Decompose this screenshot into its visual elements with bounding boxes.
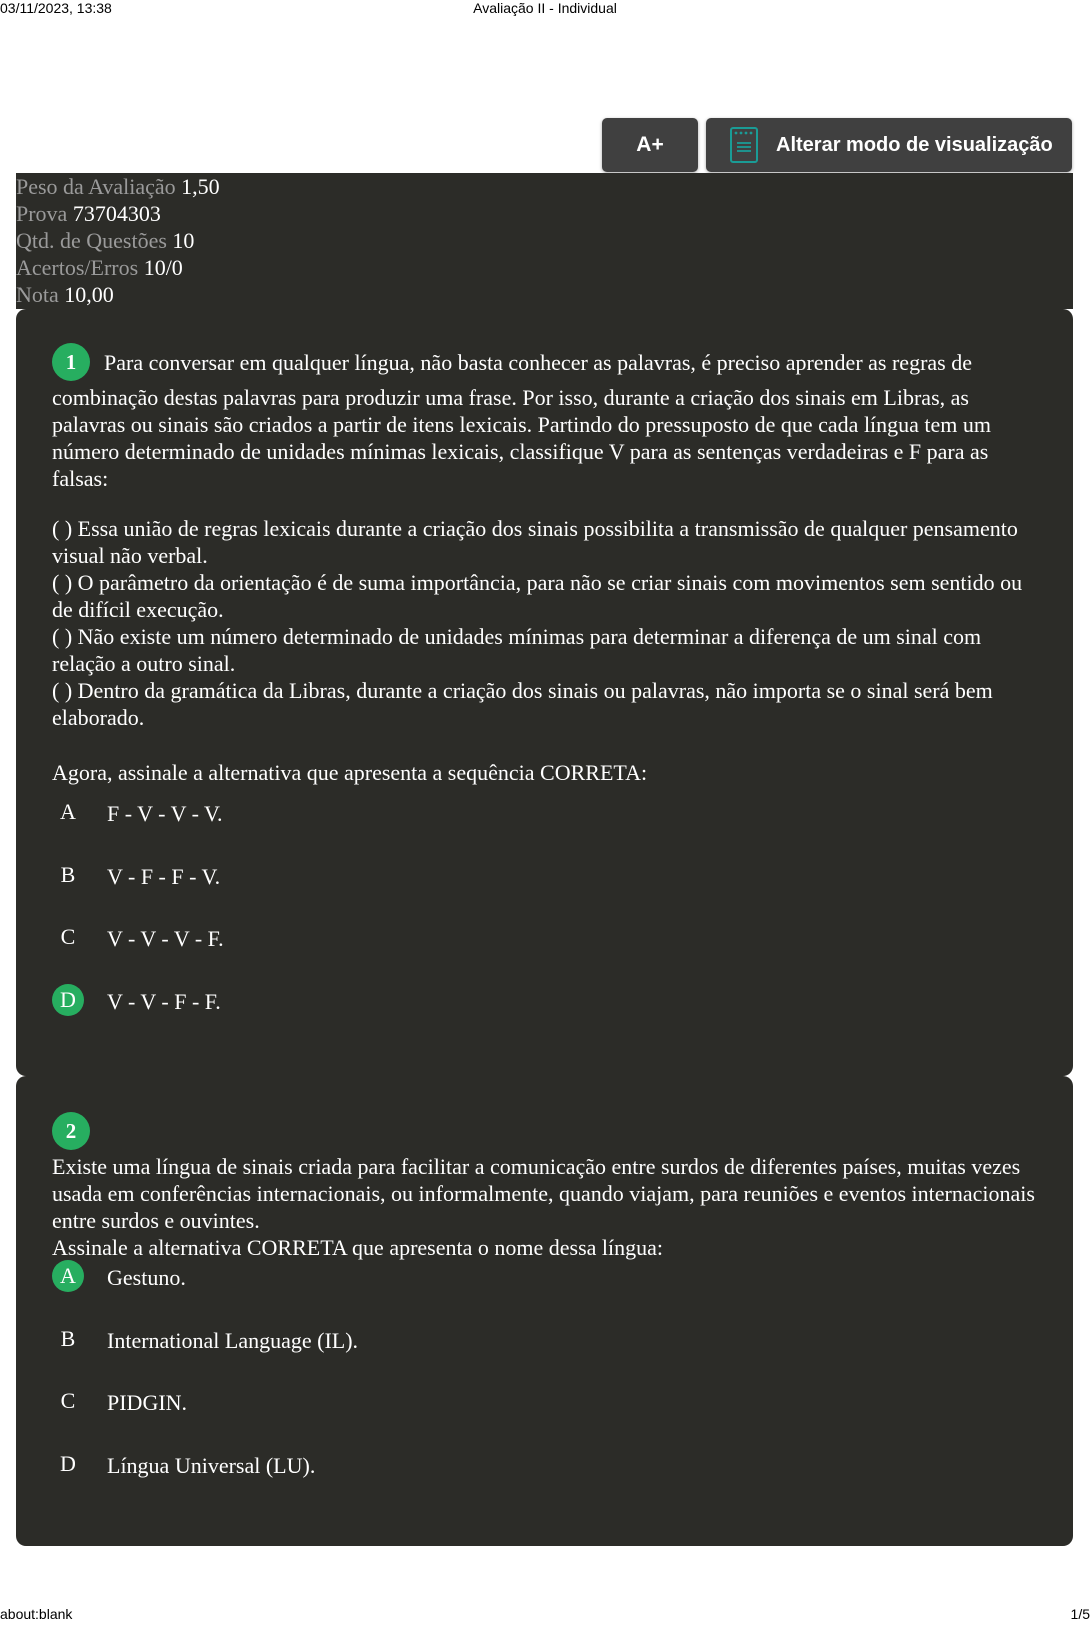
- question-text: Existe uma língua de sinais criada para facilitar a comunicação entre surdos de diferentes países, muitas vezes usada em conferências internacionais, ou informalmente, quando viajam, para reuniões e eventos internacionais entre surdos e ouvintes.: [52, 1154, 1035, 1233]
- option-d[interactable]: [52, 1452, 1037, 1515]
- options-list: [52, 1264, 1037, 1514]
- summary-weight: Peso da Avaliação 1,50: [16, 174, 220, 199]
- view-mode-button[interactable]: [706, 118, 1072, 172]
- option-text: Gestuno.: [107, 1265, 186, 1290]
- question-prompt: Agora, assinale a alternativa que apresenta a sequência CORRETA:: [52, 760, 648, 785]
- option-a-correct[interactable]: [52, 1264, 1037, 1327]
- option-text: International Language (IL).: [107, 1327, 359, 1353]
- option-text: PIDGIN.: [107, 1390, 188, 1415]
- option-text: F - V - V - V.: [107, 801, 223, 826]
- question-body: [52, 1153, 1037, 1261]
- correct-option-badge: A: [52, 1260, 84, 1292]
- option-letter: D: [60, 1450, 76, 1476]
- summary-grade: Nota 10,00: [16, 282, 114, 307]
- option-a[interactable]: [52, 800, 1037, 863]
- option-d-correct[interactable]: [52, 988, 1037, 1051]
- exam-summary: [16, 173, 1073, 309]
- view-mode-label: Alterar modo de visualização: [776, 133, 1053, 156]
- print-page-number: 1/5: [1070, 1606, 1090, 1622]
- option-letter: C: [60, 1388, 76, 1413]
- summary-hits-errors: Acertos/Erros 10/0: [16, 255, 183, 280]
- option-text: V - F - F - V.: [107, 863, 221, 889]
- options-list: [52, 800, 1037, 1050]
- option-text: V - V - V - F.: [107, 926, 224, 951]
- print-footer: [0, 1606, 1090, 1624]
- statement: ( ) O parâmetro da orientação é de suma importância, para não se criar sinais com movimentos sem sentido ou de difícil execução.: [52, 570, 1023, 622]
- correct-option-badge: D: [52, 984, 84, 1016]
- option-letter: B: [60, 1325, 76, 1351]
- statement: ( ) Não existe um número determinado de unidades mínimas para determinar a diferença de um sinal com relação a outro sinal.: [52, 624, 982, 676]
- print-title: Avaliação II - Individual: [473, 0, 617, 16]
- statement: ( ) Essa união de regras lexicais durante a criação dos sinais possibilita a transmissão de qualquer pensamento visual não verbal.: [52, 516, 1018, 568]
- option-b[interactable]: [52, 863, 1037, 926]
- print-header: [0, 0, 1090, 18]
- statement-list: [52, 515, 1037, 731]
- option-b[interactable]: [52, 1327, 1037, 1390]
- print-datetime: 03/11/2023, 13:38: [0, 0, 112, 16]
- question-text: Para conversar em qualquer língua, não basta conhecer as palavras, é preciso aprender as regras de combinação destas palavras para produzir uma frase. Por isso, durante a criação dos sinais em Libras, as palavras ou sinais são criados a partir de itens lexicais. Partindo do pressuposto de que cada língua tem um número determinado de unidades mínimas lexicais, classifique V para as sentenças verdadeiras e F para as falsas:: [52, 350, 992, 491]
- option-c[interactable]: [52, 1389, 1037, 1452]
- option-text: V - V - F - F.: [107, 988, 221, 1014]
- font-increase-button[interactable]: [602, 118, 698, 172]
- question-number-wrap: [52, 1112, 90, 1150]
- option-c[interactable]: [52, 925, 1037, 988]
- print-url: about:blank: [0, 1606, 73, 1622]
- statement: ( ) Dentro da gramática da Libras, durante a criação dos sinais ou palavras, não importa se o sinal será bem elaborado.: [52, 678, 993, 730]
- question-prompt: Assinale a alternativa CORRETA que apresenta o nome dessa língua:: [52, 1235, 664, 1260]
- question-number-badge: 2: [52, 1112, 90, 1150]
- summary-exam-id: Prova 73704303: [16, 201, 161, 226]
- option-letter: A: [60, 799, 76, 824]
- toolbar: [602, 118, 1072, 172]
- option-text: Língua Universal (LU).: [107, 1452, 316, 1478]
- summary-question-count: Qtd. de Questões 10: [16, 228, 195, 253]
- question-card-2: [16, 1076, 1073, 1546]
- question-intro: [52, 346, 1037, 492]
- document-list-icon: [730, 127, 758, 163]
- question-number-badge: 1: [52, 343, 90, 381]
- question-card-1: [16, 309, 1073, 1076]
- font-increase-label: A+: [636, 133, 664, 156]
- option-letter: C: [60, 924, 76, 949]
- option-letter: B: [60, 861, 76, 887]
